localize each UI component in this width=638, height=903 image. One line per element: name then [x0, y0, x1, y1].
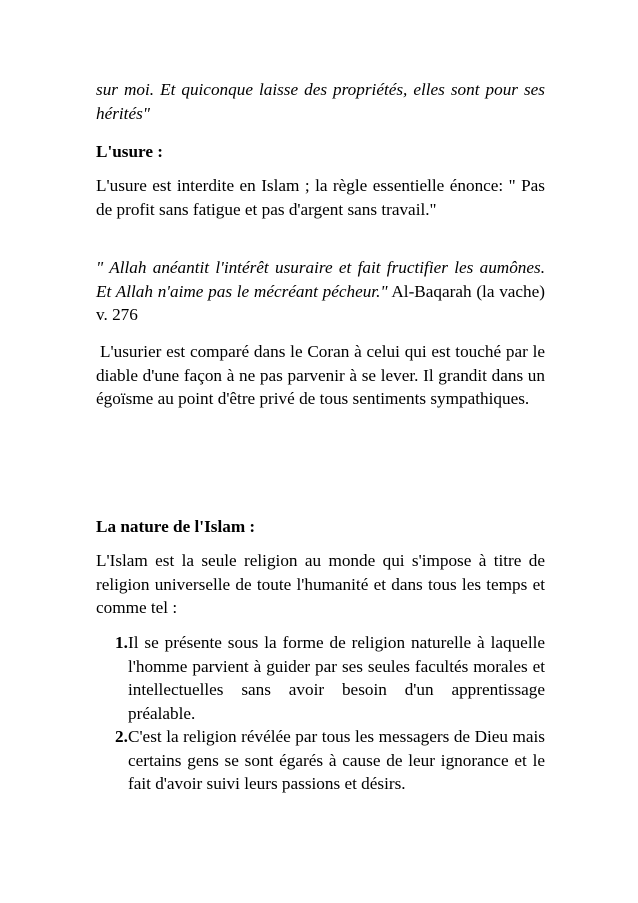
nature-intro-paragraph: L'Islam est la seule religion au monde qui s'impose à titre de religion universelle de toute l'humanité et dans tous les temps et comme tel : [96, 551, 545, 617]
quran-quote: " Allah anéantit l'intérêt usuraire et fait fructifier les aumônes. Et Allah n'aime pas le mécréant pécheur." [96, 258, 545, 301]
list-item [96, 725, 545, 796]
list-item-text: C'est la religion révélée par tous les messagers de Dieu mais certains gens se sont égarés à cause de leur ignorance et le fait d'avoir suivi leurs passions et désirs. [128, 727, 545, 793]
continuation-paragraph: sur moi. Et quiconque laisse des propriétés, elles sont pour ses hérités" [96, 80, 545, 123]
usury-rule-paragraph: L'usure est interdite en Islam ; la règle essentielle énonce: " Pas de profit sans fatigue et pas d'argent sans travail." [96, 176, 545, 219]
list-item-text: Il se présente sous la forme de religion naturelle à laquelle l'homme parvient à guider par ses seules facultés morales et intellectuelles sans avoir besoin d'un apprentissage préalable. [128, 633, 545, 723]
list-item-number: 2. [115, 727, 128, 746]
nature-list [96, 631, 545, 796]
quote-paragraph [96, 256, 545, 327]
usurer-paragraph: L'usurier est comparé dans le Coran à celui qui est touché par le diable d'une façon à ne pas parvenir à se lever. Il grandit dans un égoïsme au point d'être privé de tous sentiments sympathiques. [96, 342, 545, 408]
nature-heading: La nature de l'Islam : [96, 517, 256, 536]
list-item-number: 1. [115, 633, 128, 652]
quote-source: Al-Baqarah (la vache) v. 276 [96, 281, 545, 324]
list-item [96, 631, 545, 725]
usury-heading: L'usure : [96, 142, 164, 161]
